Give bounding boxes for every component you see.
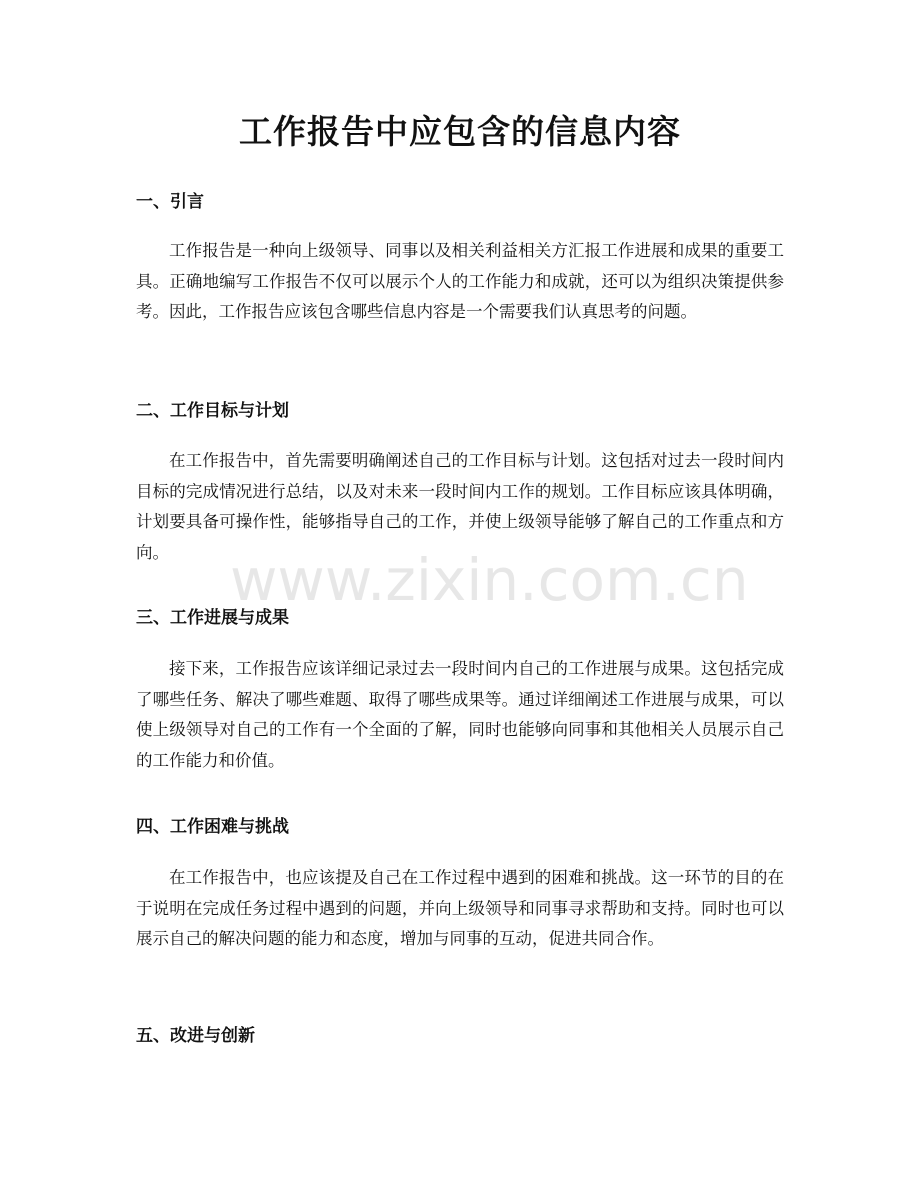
section-body-goals-plans: 在工作报告中，首先需要明确阐述自己的工作目标与计划。这包括对过去一段时间内目标的完成情况进行总结，以及对未来一段时间内工作的规划。工作目标应该具体明确，计划要具备可操作性，能够指导自己的工作，并使上级领导能够了解自己的工作重点和方向。 [136, 451, 784, 562]
section-heading-difficulties-challenges: 四、工作困难与挑战 [136, 817, 289, 837]
section-heading-goals-plans: 二、工作目标与计划 [136, 401, 289, 421]
section-body-introduction: 工作报告是一种向上级领导、同事以及相关利益相关方汇报工作进展和成果的重要工具。正确地编写工作报告不仅可以展示个人的工作能力和成就，还可以为组织决策提供参考。因此，工作报告应该包含哪些信息内容是一个需要我们认真思考的问题。 [136, 241, 784, 322]
section-body-difficulties-challenges: 在工作报告中，也应该提及自己在工作过程中遇到的困难和挑战。这一环节的目的在于说明在完成任务过程中遇到的问题，并向上级领导和同事寻求帮助和支持。同时也可以展示自己的解决问题的能力和态度，增加与同事的互动，促进共同合作。 [136, 868, 784, 949]
section-heading-progress-results: 三、工作进展与成果 [136, 608, 289, 628]
section-heading-introduction: 一、引言 [136, 192, 204, 212]
watermark-text: www.zixin.com.cn [230, 546, 749, 614]
section-heading-improvement-innovation: 五、改进与创新 [136, 1026, 255, 1046]
document-title: 工作报告中应包含的信息内容 [239, 112, 681, 151]
section-body-progress-results: 接下来，工作报告应该详细记录过去一段时间内自己的工作进展与成果。这包括完成了哪些任务、解决了哪些难题、取得了哪些成果等。通过详细阐述工作进展与成果，可以使上级领导对自己的工作有一个全面的了解，同时也能够向同事和其他相关人员展示自己的工作能力和价值。 [136, 659, 784, 770]
